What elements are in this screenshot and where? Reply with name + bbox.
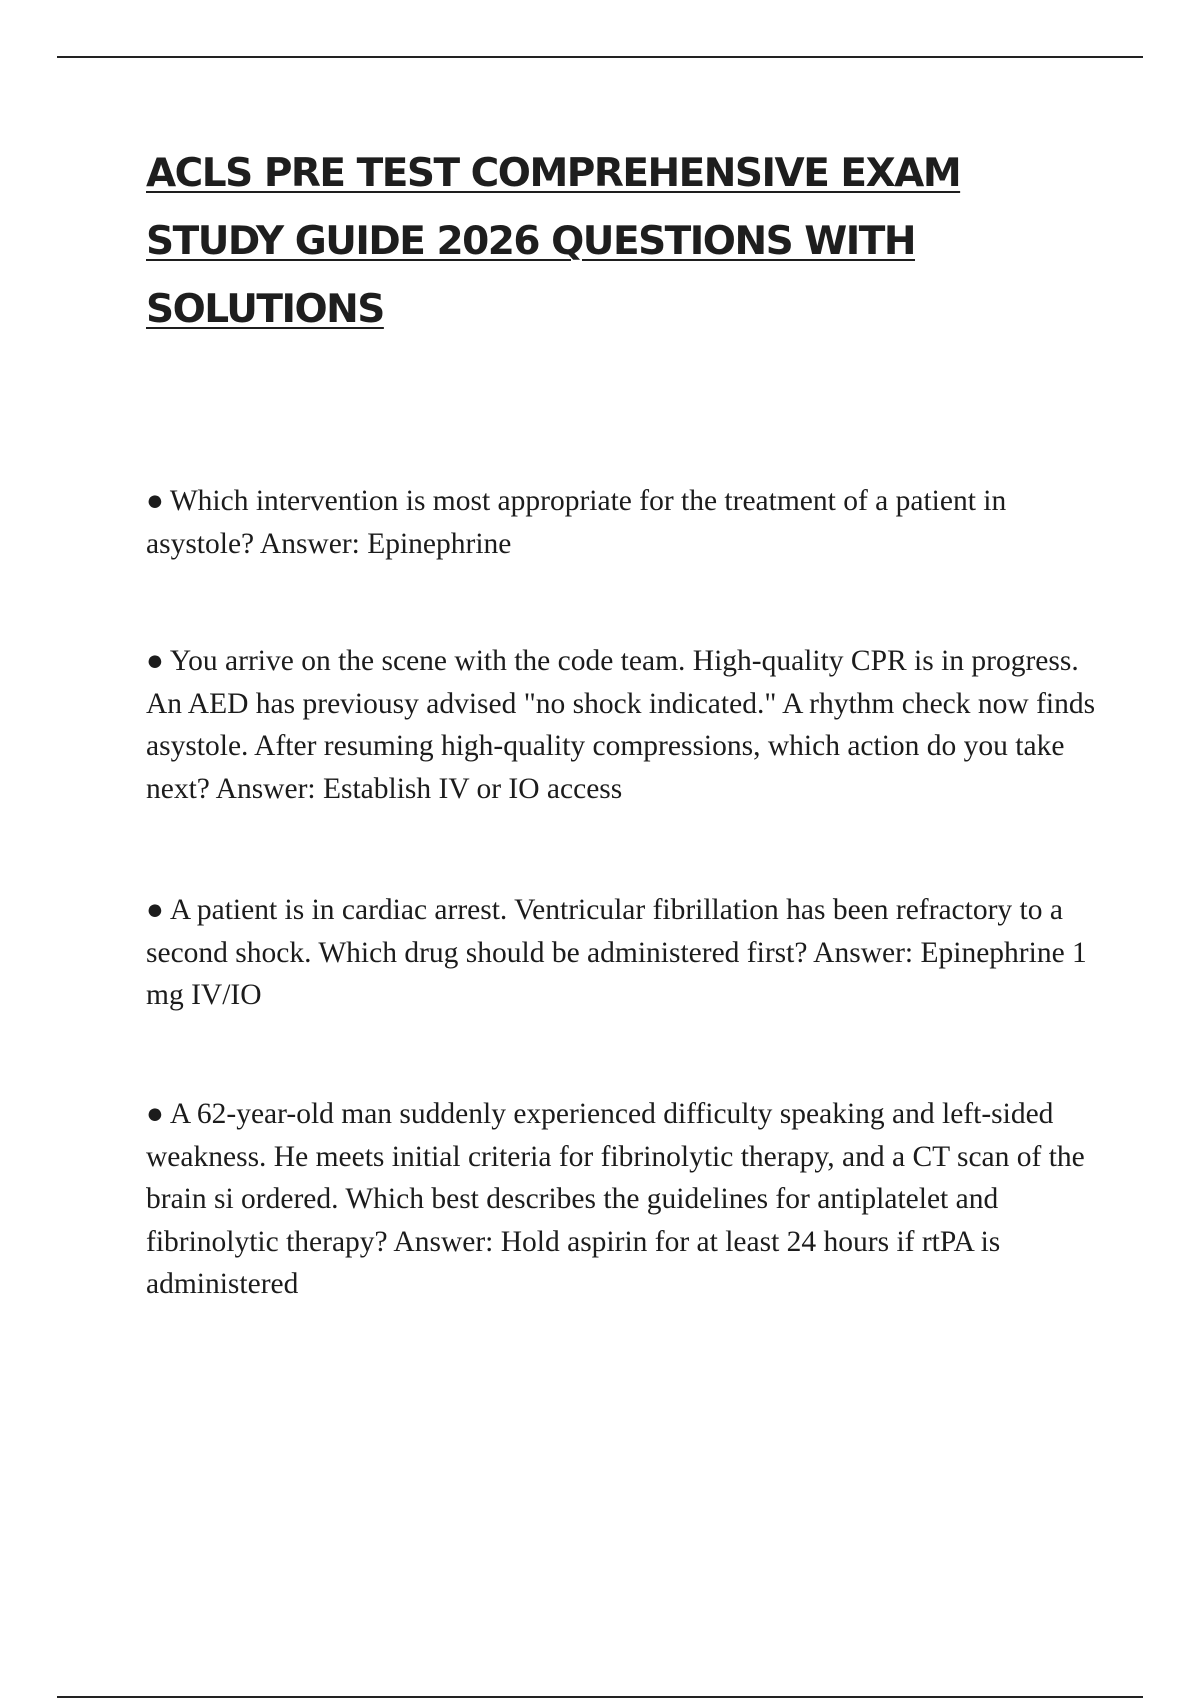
bullet-icon: ● bbox=[146, 645, 164, 677]
answer-label: Answer: bbox=[259, 527, 360, 560]
question-item bbox=[146, 480, 1096, 565]
answer-text: Establish IV or IO access bbox=[322, 772, 623, 805]
bullet-icon: ● bbox=[146, 1098, 164, 1130]
bullet-icon: ● bbox=[146, 894, 164, 926]
bullet-icon: ● bbox=[146, 485, 164, 517]
bottom-divider bbox=[57, 1696, 1143, 1698]
document-title: ACLS PRE TEST COMPREHENSIVE EXAM STUDY GUIDE 2026 QUESTIONS WITH SOLUTIONS bbox=[146, 151, 961, 332]
answer-label: Answer: bbox=[393, 1225, 494, 1258]
answer-label: Answer: bbox=[813, 936, 914, 969]
question-item bbox=[146, 640, 1096, 810]
question-text: Which intervention is most appropriate for the treatment of a patient in asystole? bbox=[146, 485, 1007, 560]
answer-text: Epinephrine 1 mg IV/IO bbox=[146, 936, 1087, 1011]
question-item bbox=[146, 1093, 1096, 1306]
answer-label: Answer: bbox=[215, 772, 316, 805]
question-text: You arrive on the scene with the code team. High-quality CPR is in progress. An AED has previousy advised "no shock indicated." A rhythm check now finds asystole. After resuming high-quality compressions, which action do you take next? bbox=[146, 645, 1096, 805]
question-text: A 62-year-old man suddenly experienced difficulty speaking and left-sided weakness. He meets initial criteria for fibrinolytic therapy, and a CT scan of the brain si ordered. Which best describes the guidelines for antiplatelet and fibrinolytic therapy? bbox=[146, 1098, 1085, 1258]
top-divider bbox=[57, 56, 1143, 58]
question-text: A patient is in cardiac arrest. Ventricular fibrillation has been refractory to a second shock. Which drug should be administered first? bbox=[146, 894, 1063, 969]
answer-text: Hold aspirin for at least 24 hours if rtPA is administered bbox=[146, 1225, 1001, 1300]
answer-text: Epinephrine bbox=[367, 527, 512, 560]
question-item bbox=[146, 889, 1096, 1017]
